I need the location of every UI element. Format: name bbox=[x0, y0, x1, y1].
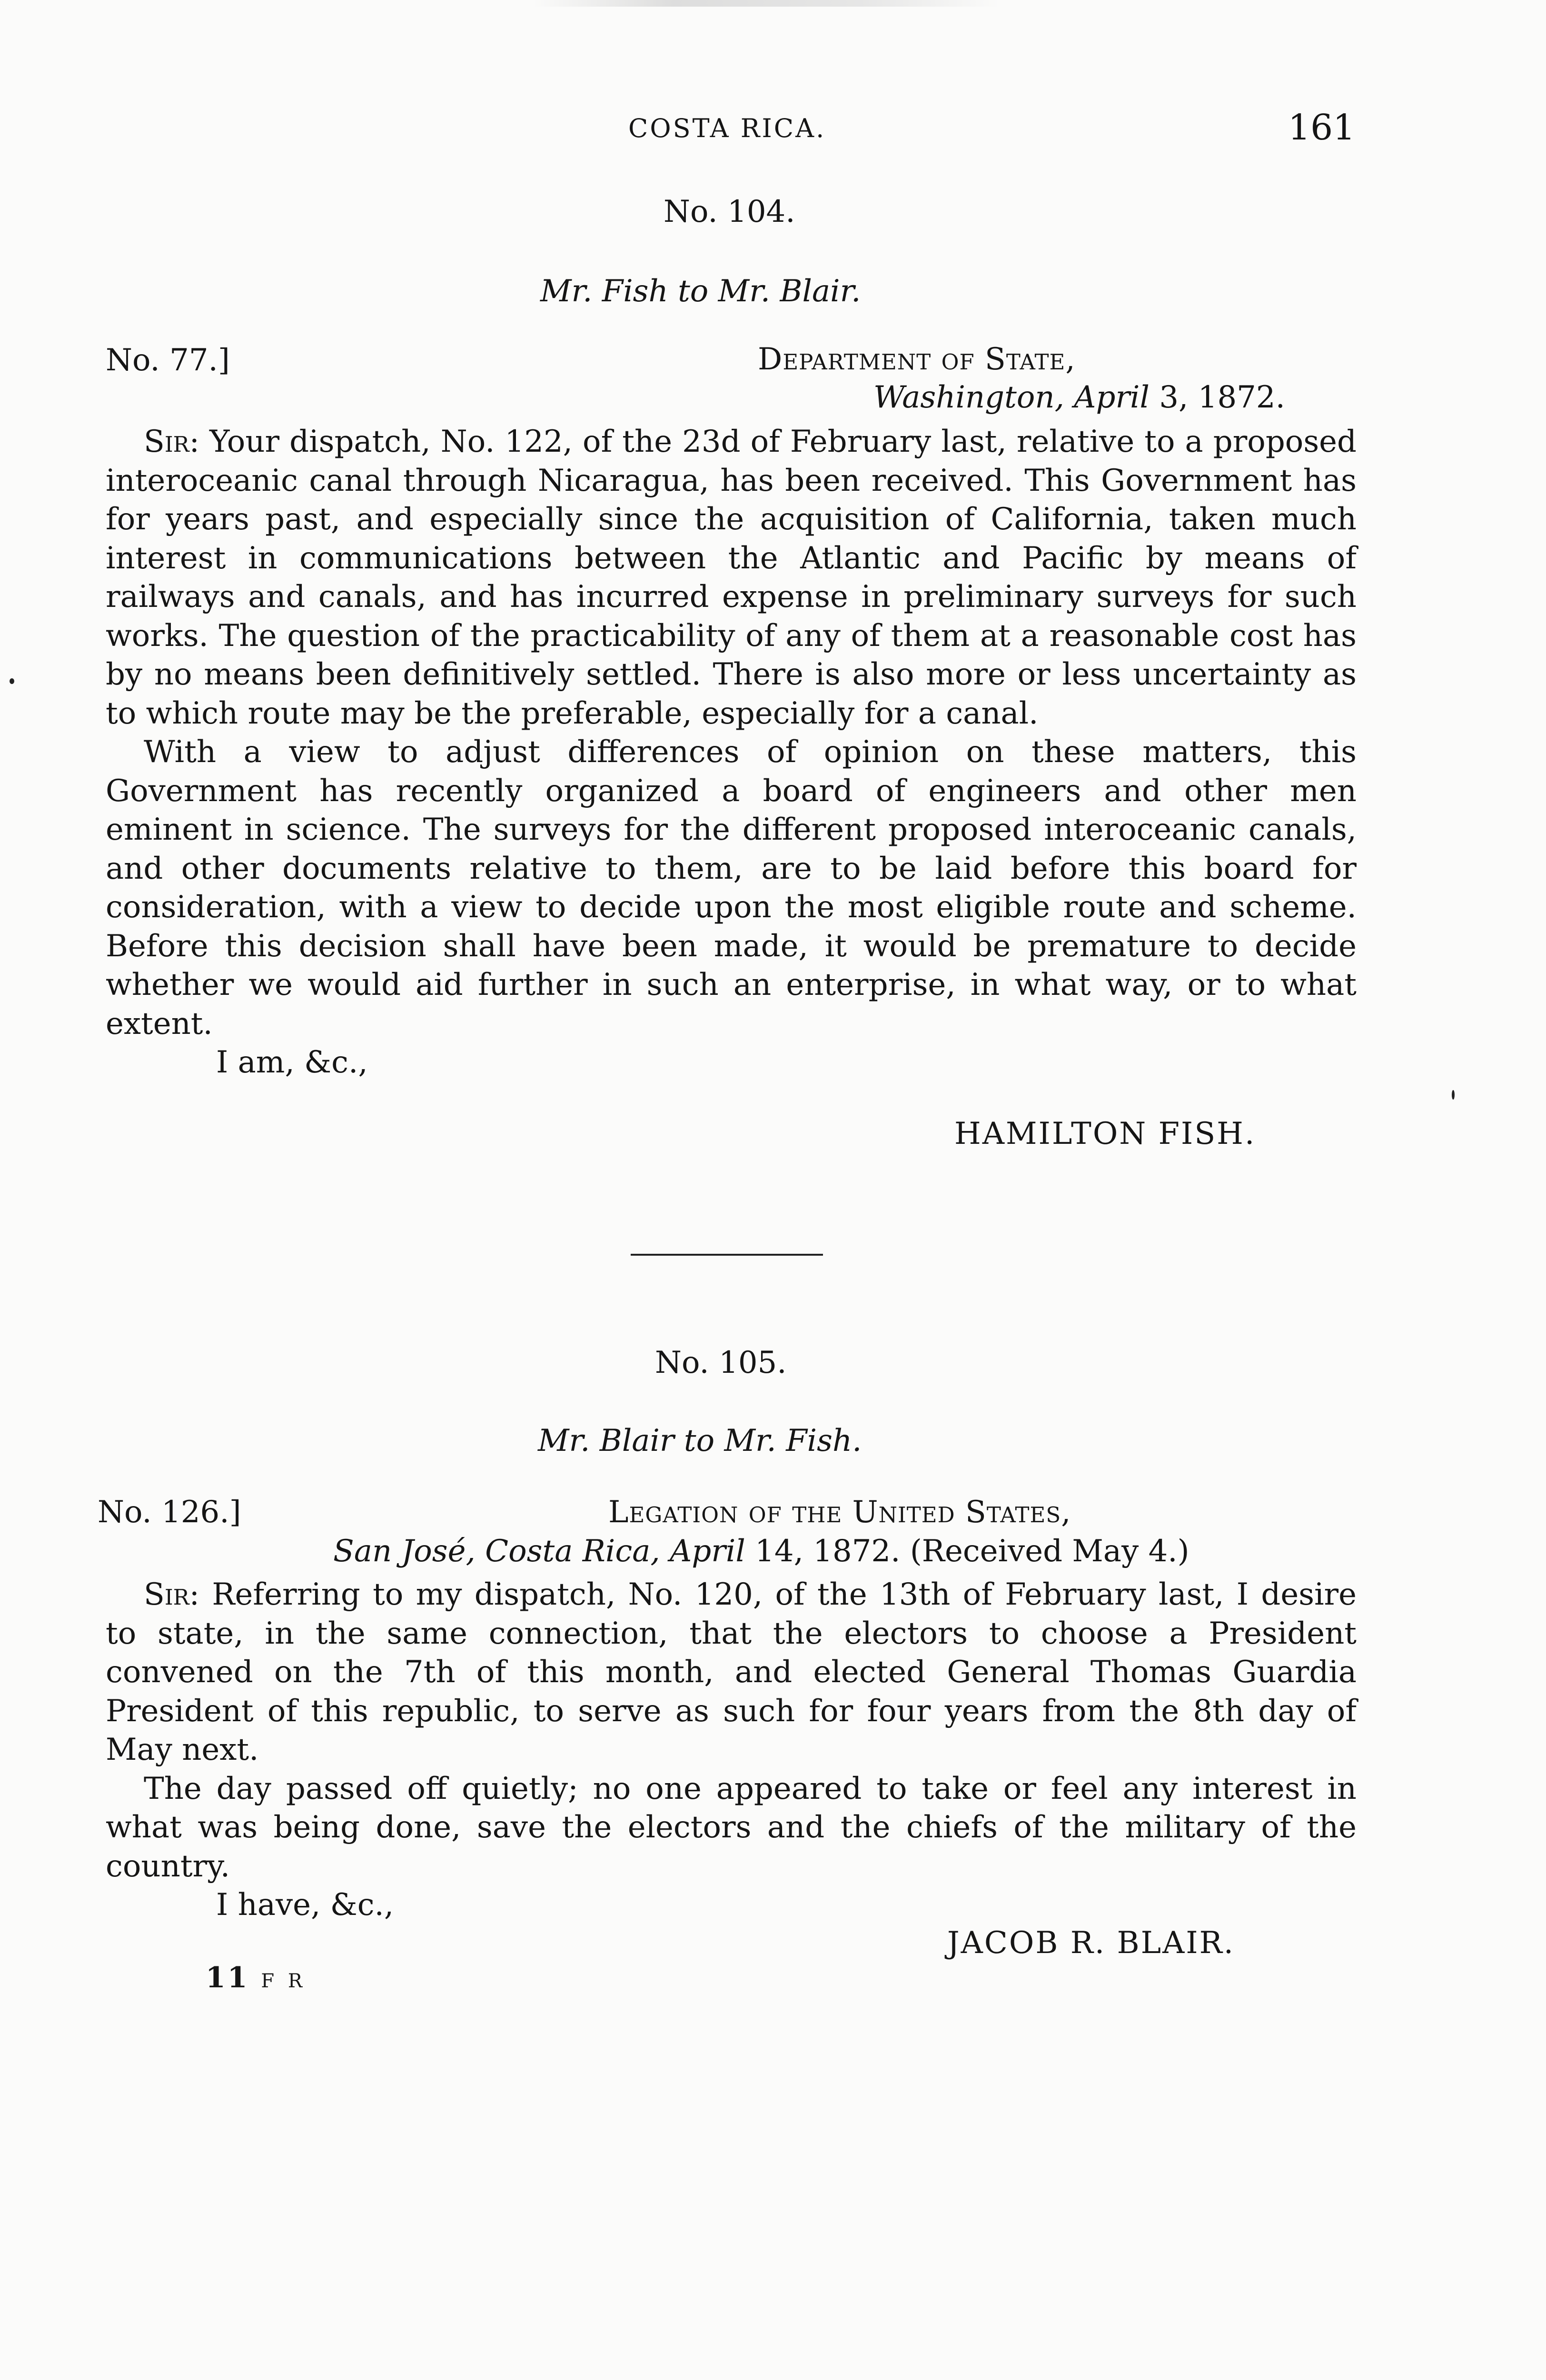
sender-office: Legation of the United States, bbox=[608, 1495, 1071, 1530]
dispatch-reference: No. 126.] bbox=[98, 1495, 241, 1530]
dateline bbox=[873, 380, 1285, 415]
closing: I have, &c., bbox=[216, 1887, 394, 1923]
dateline-date: 3, 1872. bbox=[1149, 380, 1285, 415]
document-number: No. 104. bbox=[664, 194, 795, 229]
salutation: Sir bbox=[144, 424, 189, 459]
dateline-place: San José, Costa Rica, April bbox=[333, 1534, 745, 1569]
signature-number: 11 bbox=[206, 1961, 249, 1994]
closing: I am, &c., bbox=[216, 1045, 368, 1080]
letter-body bbox=[106, 1576, 1357, 1925]
dateline-date: 14, 1872. (Received May 4.) bbox=[745, 1534, 1189, 1569]
document-heading: Mr. Fish to Mr. Blair. bbox=[540, 274, 861, 309]
body-paragraph: The day passed off quietly; no one appeared to take or feel any interest in what was being done, save the electors and the chiefs of the military of the country. bbox=[106, 1771, 1357, 1884]
paragraph-text: : Your dispatch, No. 122, of the 23d of February last, relative to a proposed interoceanic canal through Nicaragua, has been received. This Government has for years past, and especially since the acquisition of California, taken much interest in communications between the Atlantic and Pacific by means of railways and canals, and has incurred expense in preliminary surveys for such works. The question of the practicability of any of them at a reasonable cost has by no means been definitively settled. There is also more or less uncertainty as to which route may be the preferable, especially for a canal. bbox=[106, 424, 1357, 731]
dateline bbox=[333, 1534, 1189, 1569]
scan-edge-noise bbox=[533, 0, 1000, 7]
body-paragraph bbox=[106, 1576, 1357, 1770]
document-number: No. 105. bbox=[655, 1345, 787, 1380]
printer-signature-mark bbox=[206, 1961, 306, 1994]
section-divider bbox=[631, 1254, 823, 1256]
document-heading: Mr. Blair to Mr. Fish. bbox=[538, 1423, 862, 1458]
letter-body bbox=[106, 423, 1357, 1082]
dateline-place: Washington, April bbox=[873, 380, 1150, 415]
body-paragraph bbox=[106, 423, 1357, 733]
salutation: Sir bbox=[144, 1577, 189, 1612]
paragraph-text: : Referring to my dispatch, No. 120, of the 13th of February last, I desire to state, in the same connection, that the electors to choose a President convened on the 7th of this month, and elected General Thomas Guardia President of this republic, to serve as such for four years from the 8th day of May next. bbox=[106, 1577, 1357, 1767]
signature: JACOB R. BLAIR. bbox=[947, 1925, 1235, 1961]
page-number: 161 bbox=[1288, 107, 1356, 148]
scan-speck bbox=[10, 678, 14, 684]
body-paragraph: With a view to adjust differences of opinion on these matters, this Government has recently organized a board of engineers and other men eminent in science. The surveys for the different proposed interoceanic canals, and other documents relative to them, are to be laid before this board for consideration, with a view to decide upon the most eligible route and scheme. Before this decision shall have been made, it would be premature to decide whether we would aid further in such an enterprise, in what way, or to what extent. bbox=[106, 734, 1357, 1041]
dispatch-reference: No. 77.] bbox=[106, 343, 230, 378]
scan-speck bbox=[1452, 1090, 1455, 1100]
running-head: COSTA RICA. bbox=[628, 113, 826, 143]
signature: HAMILTON FISH. bbox=[954, 1116, 1256, 1151]
signature-letters: F R bbox=[261, 1970, 306, 1992]
sender-office: Department of State, bbox=[758, 342, 1076, 377]
